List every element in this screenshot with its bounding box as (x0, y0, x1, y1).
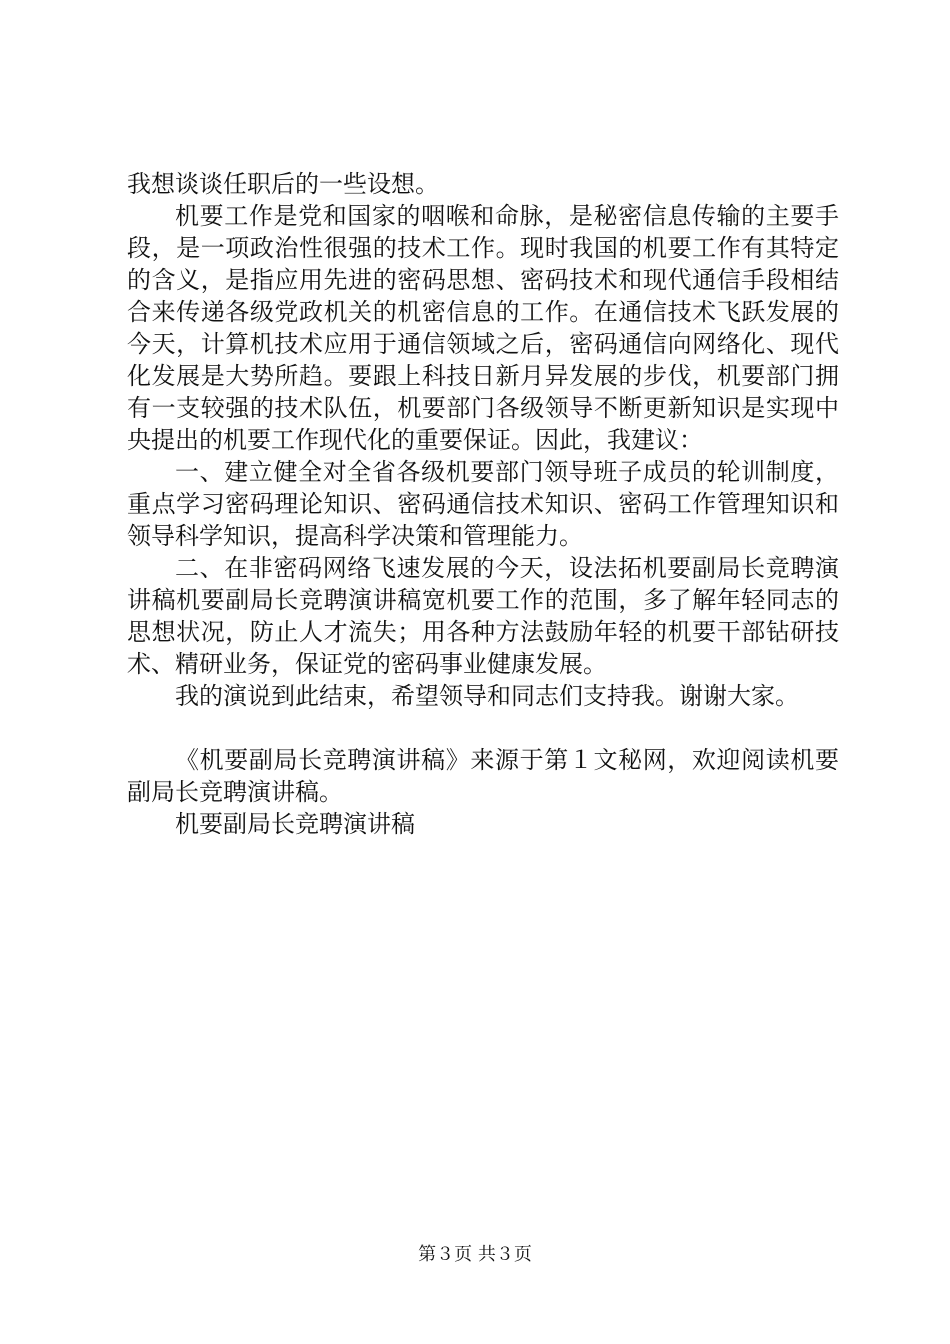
paragraph-closing: 我的演说到此结束，希望领导和同志们支持我。谢谢大家。 (175, 682, 799, 710)
paragraph-suggestion-two: 二、在非密码网络飞速发展的今天，设法拓机要副局长竞聘演讲稿机要副局长竞聘演讲稿宽机要工作的范围，多了解年轻同志的思想状况，防止人才流失；用各种方法鼓励年轻的机要干部钻研技术、精研业务，保证党的密码事业健康发展。 (127, 554, 839, 678)
paragraph-confidential-work: 机要工作是党和国家的咽喉和命脉，是秘密信息传输的主要手段，是一项政治性很强的技术工作。现时我国的机要工作有其特定的含义，是指应用先进的密码思想、密码技术和现代通信手段相结合来传递各级党政机关的机密信息的工作。在通信技术飞跃发展的今天，计算机技术应用于通信领域之后，密码通信向网络化、现代化发展是大势所趋。要跟上科技日新月异发展的步伐，机要部门拥有一支较强的技术队伍，机要部门各级领导不断更新知识是实现中央提出的机要工作现代化的重要保证。因此，我建议： (127, 202, 839, 454)
paragraph-suggestion-one: 一、建立健全对全省各级机要部门领导班子成员的轮训制度，重点学习密码理论知识、密码通信技术知识、密码工作管理知识和领导科学知识，提高科学决策和管理能力。 (127, 458, 839, 550)
page-number-footer: 第３页 共３页 (418, 1244, 532, 1265)
paragraph-spacer (127, 712, 839, 744)
paragraph-intro: 我想谈谈任职后的一些设想。 (127, 170, 439, 198)
document-body (127, 168, 839, 840)
paragraph-source-note: 《机要副局长竞聘演讲稿》来源于第１文秘网，欢迎阅读机要副局长竞聘演讲稿。 (127, 746, 839, 806)
paragraph-title-repeat: 机要副局长竞聘演讲稿 (175, 810, 415, 838)
